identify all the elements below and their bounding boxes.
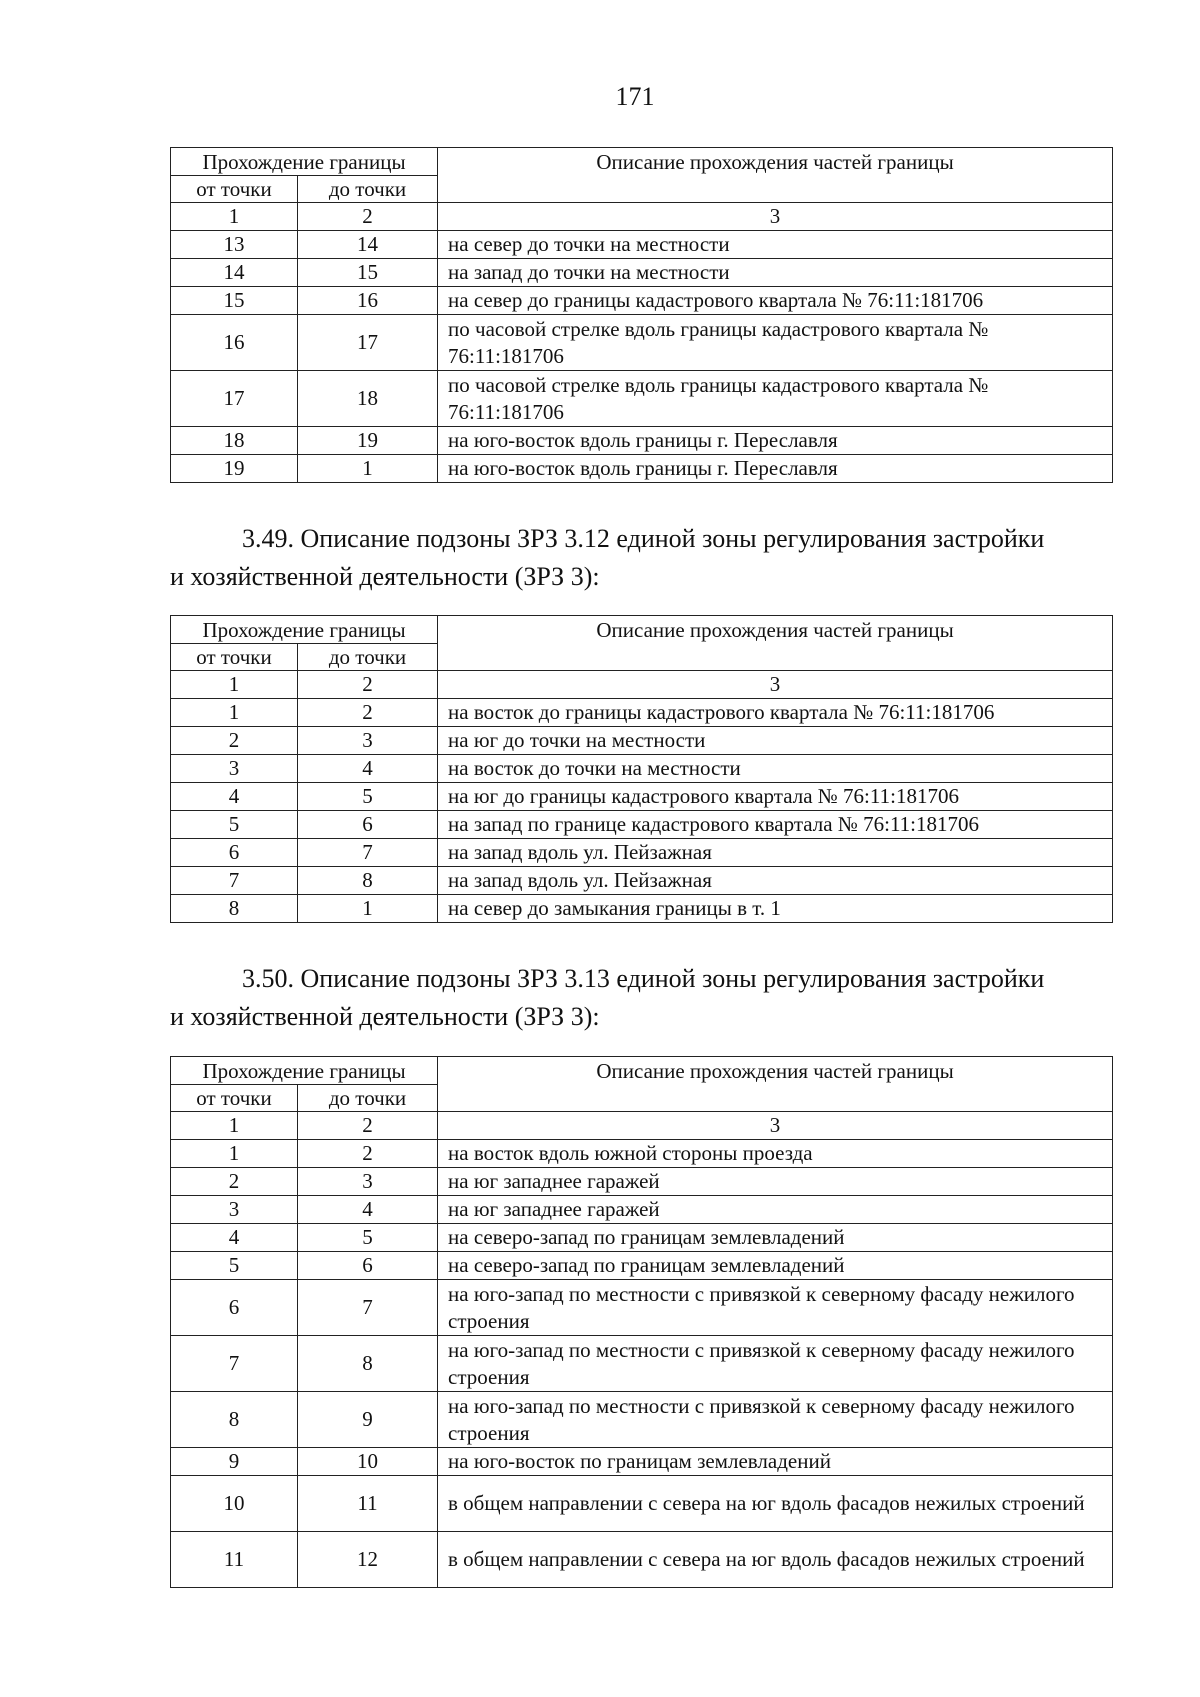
from-point: 13: [171, 231, 298, 259]
header-from: от точки: [171, 1085, 298, 1112]
table-row: [171, 1140, 1113, 1168]
from-point: 1: [171, 1140, 298, 1168]
table-row: [171, 755, 1113, 783]
header-description: Описание прохождения частей границы: [438, 148, 1113, 203]
boundary-description: на юго-восток вдоль границы г. Переславля: [438, 427, 1113, 455]
to-point: 3: [298, 727, 438, 755]
to-point: 5: [298, 783, 438, 811]
to-point: 4: [298, 1196, 438, 1224]
to-point: 4: [298, 755, 438, 783]
table-row: [171, 231, 1113, 259]
table-row: [171, 699, 1113, 727]
boundary-description: на юго-восток по границам землевладений: [438, 1448, 1113, 1476]
boundary-description: на юг западнее гаражей: [438, 1168, 1113, 1196]
table-row: [171, 371, 1113, 427]
table-row: [171, 1252, 1113, 1280]
from-point: 11: [171, 1532, 298, 1588]
from-point: 3: [171, 755, 298, 783]
column-number: 1: [171, 203, 298, 231]
header-to: до точки: [298, 176, 438, 203]
section-heading-line: 3.49. Описание подзоны ЗРЗ 3.12 единой зоны регулирования застройки: [242, 524, 1045, 553]
to-point: 1: [298, 895, 438, 923]
table-row: [171, 895, 1113, 923]
from-point: 2: [171, 727, 298, 755]
from-point: 2: [171, 1168, 298, 1196]
from-point: 15: [171, 287, 298, 315]
boundary-description: в общем направлении с севера на юг вдоль фасадов нежилых строений: [438, 1476, 1113, 1532]
from-point: 5: [171, 811, 298, 839]
boundary-description: на юго-восток вдоль границы г. Переславля: [438, 455, 1113, 483]
table-row: [171, 1168, 1113, 1196]
from-point: 4: [171, 783, 298, 811]
table-row: [171, 727, 1113, 755]
section-heading-line: и хозяйственной деятельности (ЗРЗ 3):: [170, 562, 600, 591]
column-number: 1: [171, 671, 298, 699]
boundary-description: на юг до границы кадастрового квартала № 76:11:181706: [438, 783, 1113, 811]
from-point: 8: [171, 1392, 298, 1448]
header-from: от точки: [171, 644, 298, 671]
to-point: 17: [298, 315, 438, 371]
header-passage: Прохождение границы: [171, 148, 438, 176]
header-description: Описание прохождения частей границы: [438, 616, 1113, 671]
from-point: 6: [171, 1280, 298, 1336]
table-row: [171, 1448, 1113, 1476]
boundary-description: на север до замыкания границы в т. 1: [438, 895, 1113, 923]
column-number: 3: [438, 671, 1113, 699]
table-row: [171, 1196, 1113, 1224]
table-row: [171, 1224, 1113, 1252]
to-point: 5: [298, 1224, 438, 1252]
from-point: 18: [171, 427, 298, 455]
table-row: [171, 839, 1113, 867]
header-description: Описание прохождения частей границы: [438, 1057, 1113, 1112]
to-point: 15: [298, 259, 438, 287]
from-point: 9: [171, 1448, 298, 1476]
header-passage: Прохождение границы: [171, 1057, 438, 1085]
boundary-description: на восток до точки на местности: [438, 755, 1113, 783]
boundary-description: на юго-запад по местности с привязкой к северному фасаду нежилого строения: [438, 1392, 1113, 1448]
column-number-row: [171, 203, 1113, 231]
from-point: 3: [171, 1196, 298, 1224]
boundary-description: на запад вдоль ул. Пейзажная: [438, 839, 1113, 867]
from-point: 19: [171, 455, 298, 483]
to-point: 2: [298, 699, 438, 727]
table-row: [171, 1476, 1113, 1532]
boundary-description: на запад до точки на местности: [438, 259, 1113, 287]
to-point: 10: [298, 1448, 438, 1476]
section-heading-3-50: [170, 960, 1120, 1036]
header-row: [171, 148, 1113, 176]
boundary-description: на северо-запад по границам землевладений: [438, 1224, 1113, 1252]
from-point: 16: [171, 315, 298, 371]
to-point: 6: [298, 1252, 438, 1280]
header-row: [171, 616, 1113, 644]
boundary-table-3: [170, 1056, 1113, 1588]
header-row: [171, 1057, 1113, 1085]
boundary-table-2: [170, 615, 1113, 923]
to-point: 7: [298, 839, 438, 867]
column-number: 3: [438, 203, 1113, 231]
column-number: 2: [298, 203, 438, 231]
boundary-description: на северо-запад по границам землевладений: [438, 1252, 1113, 1280]
boundary-description: на запад по границе кадастрового квартала № 76:11:181706: [438, 811, 1113, 839]
to-point: 11: [298, 1476, 438, 1532]
section-heading-line: и хозяйственной деятельности (ЗРЗ 3):: [170, 1002, 600, 1031]
boundary-table-1: [170, 147, 1113, 483]
table-row: [171, 783, 1113, 811]
table-row: [171, 259, 1113, 287]
boundary-description: на запад вдоль ул. Пейзажная: [438, 867, 1113, 895]
table-row: [171, 811, 1113, 839]
to-point: 8: [298, 867, 438, 895]
header-from: от точки: [171, 176, 298, 203]
from-point: 1: [171, 699, 298, 727]
to-point: 14: [298, 231, 438, 259]
table-row: [171, 1392, 1113, 1448]
header-passage: Прохождение границы: [171, 616, 438, 644]
to-point: 2: [298, 1140, 438, 1168]
column-number: 3: [438, 1112, 1113, 1140]
page-number: 171: [615, 82, 655, 111]
boundary-description: на восток до границы кадастрового квартала № 76:11:181706: [438, 699, 1113, 727]
table-row: [171, 867, 1113, 895]
boundary-description: на юг западнее гаражей: [438, 1196, 1113, 1224]
from-point: 6: [171, 839, 298, 867]
from-point: 7: [171, 1336, 298, 1392]
section-heading-line: 3.50. Описание подзоны ЗРЗ 3.13 единой зоны регулирования застройки: [242, 964, 1045, 993]
boundary-description: на юг до точки на местности: [438, 727, 1113, 755]
to-point: 18: [298, 371, 438, 427]
table-row: [171, 455, 1113, 483]
boundary-description: на юго-запад по местности с привязкой к северному фасаду нежилого строения: [438, 1280, 1113, 1336]
column-number: 2: [298, 1112, 438, 1140]
header-to: до точки: [298, 644, 438, 671]
table-row: [171, 427, 1113, 455]
to-point: 12: [298, 1532, 438, 1588]
from-point: 8: [171, 895, 298, 923]
column-number: 1: [171, 1112, 298, 1140]
column-number-row: [171, 671, 1113, 699]
boundary-description: на восток вдоль южной стороны проезда: [438, 1140, 1113, 1168]
table-row: [171, 1280, 1113, 1336]
column-number: 2: [298, 671, 438, 699]
header-to: до точки: [298, 1085, 438, 1112]
to-point: 8: [298, 1336, 438, 1392]
from-point: 4: [171, 1224, 298, 1252]
from-point: 7: [171, 867, 298, 895]
boundary-description: по часовой стрелке вдоль границы кадастрового квартала № 76:11:181706: [438, 315, 1113, 371]
to-point: 3: [298, 1168, 438, 1196]
from-point: 17: [171, 371, 298, 427]
from-point: 14: [171, 259, 298, 287]
from-point: 10: [171, 1476, 298, 1532]
to-point: 9: [298, 1392, 438, 1448]
table-row: [171, 315, 1113, 371]
from-point: 5: [171, 1252, 298, 1280]
table-row: [171, 1532, 1113, 1588]
boundary-description: на юго-запад по местности с привязкой к северному фасаду нежилого строения: [438, 1336, 1113, 1392]
section-heading-3-49: [170, 520, 1120, 596]
table-row: [171, 287, 1113, 315]
to-point: 1: [298, 455, 438, 483]
boundary-description: на север до точки на местности: [438, 231, 1113, 259]
boundary-description: в общем направлении с севера на юг вдоль фасадов нежилых строений: [438, 1532, 1113, 1588]
to-point: 16: [298, 287, 438, 315]
table-row: [171, 1336, 1113, 1392]
boundary-description: по часовой стрелке вдоль границы кадастрового квартала № 76:11:181706: [438, 371, 1113, 427]
to-point: 6: [298, 811, 438, 839]
column-number-row: [171, 1112, 1113, 1140]
boundary-description: на север до границы кадастрового квартала № 76:11:181706: [438, 287, 1113, 315]
to-point: 19: [298, 427, 438, 455]
to-point: 7: [298, 1280, 438, 1336]
